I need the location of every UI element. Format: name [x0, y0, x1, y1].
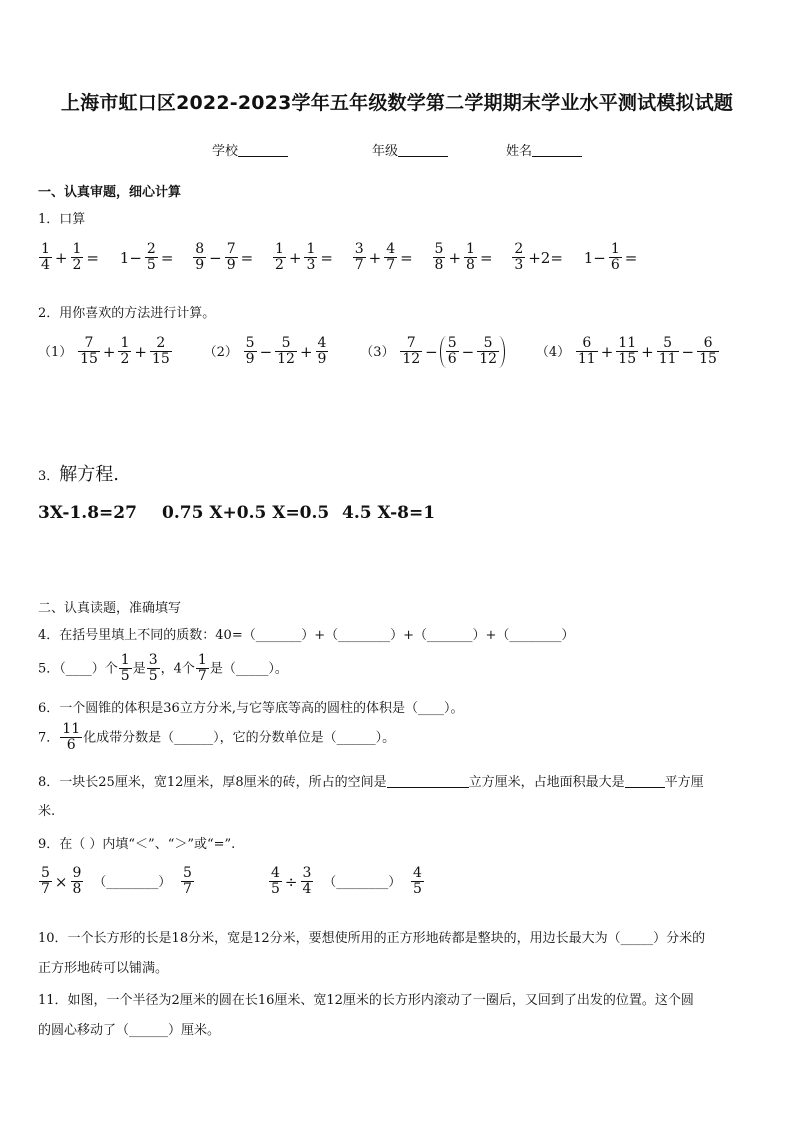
q1-item-6: $\frac{5}{8}$ + $\frac{1}{8}$ = [434, 241, 493, 274]
q4: 4．在括号里填上不同的质数：40=（_______）+（________）+（_______）+（________） [38, 628, 575, 643]
fraction: $\frac{2}{3}$ [514, 241, 524, 274]
fraction: $\frac{3}{7}$ [354, 241, 364, 274]
fraction: $\frac{5}{8}$ [434, 241, 444, 274]
q3-equation-1: 3X-1.8=27 [38, 503, 137, 523]
q3-equation-2: 0.75 X+0.5 X=0.5 [162, 503, 330, 523]
q10: 10．一个长方形的长是18分米，宽是12分米，要想使所用的正方形地砖都是整块的，用边长最大为（_____）分米的 [38, 931, 706, 946]
page-title: 上海市虹口区2022-2023学年五年级数学第二学期期末学业水平测试模拟试题 [60, 92, 734, 114]
fraction: $\frac{1}{2}$ [72, 241, 82, 274]
q2-item-4: （4） $\frac{6}{11}$ + $\frac{11}{15}$ + $\frac{5}{11}$ − $\frac{6}{15}$ [535, 335, 717, 368]
q8: 8．一块长25厘米，宽12厘米，厚8厘米的砖，所占的空间是 立方厘米，占地面积最大是 平方厘 [38, 775, 704, 790]
fraction: $\frac{1}{3}$ [306, 241, 316, 274]
fraction: $\frac{1}{4}$ [41, 241, 50, 274]
q8-blank-2[interactable] [625, 773, 665, 788]
section2-heading: 二、认真读题，准确填写 [38, 601, 182, 616]
q1-item-2: 1− $\frac{2}{5}$ = [119, 241, 174, 274]
q9: 9．在（ ）内填“＜”、“＞”或“=”. [38, 837, 236, 852]
q11: 11．如图，一个半径为2厘米的圆在长16厘米、宽12厘米的长方形内滚动了一圈后，又回到了出发的位置。这个圆 [38, 993, 694, 1008]
fraction: $\frac{2}{5}$ [146, 241, 156, 274]
name-field [506, 140, 582, 159]
q10-continued: 正方形地砖可以铺满。 [38, 961, 169, 976]
q9-compare-1: $\frac{5}{7}$ × $\frac{9}{8}$ （________） $\frac{5}{7}$ [41, 865, 192, 898]
q1-row [38, 242, 639, 274]
q3-title: 解方程. [59, 464, 120, 485]
q8-continued: 米. [38, 804, 56, 819]
q3-equation-3: 4.5 X-8=1 [342, 503, 436, 523]
q9-compare-2: $\frac{4}{5}$ ÷ $\frac{3}{4}$ （________） $\frac{4}{5}$ [271, 865, 422, 898]
name-blank[interactable] [532, 142, 582, 157]
q6: 6．一个圆锥的体积是36立方分米,与它等底等高的圆柱的体积是（____）。 [38, 701, 464, 716]
fraction: $\frac{1}{6}$ [610, 241, 620, 274]
q1-item-1: $\frac{1}{4}$ + $\frac{1}{2}$ = [41, 241, 99, 274]
q2-label: 2．用你喜欢的方法进行计算。 [38, 306, 216, 321]
fraction: $\frac{1}{8}$ [466, 241, 475, 274]
grade-blank[interactable] [398, 142, 448, 157]
q1-item-5: $\frac{3}{7}$ + $\frac{4}{7}$ = [354, 241, 413, 274]
q1-item-3: $\frac{8}{9}$ − $\frac{7}{9}$ = [195, 241, 254, 274]
q2-item-3: （3） $\frac{7}{12}$ − $\frac{5}{6}$ − $\frac{5}{12}$ [360, 342, 510, 360]
q2-row [38, 336, 720, 368]
q11-continued: 的圆心移动了（______）厘米。 [38, 1023, 221, 1038]
q2-item-2: （2） $\frac{5}{9}$ − $\frac{5}{12}$ + $\frac{4}{9}$ [203, 335, 327, 368]
grade-field [372, 140, 448, 159]
q7: 7． $\frac{11}{6}$ 化成带分数是（______），它的分数单位是（______）。 [38, 721, 396, 754]
name-label: 姓名 [506, 144, 533, 159]
q5: 5．（____）个 $\frac{1}{5}$ 是 $\frac{3}{5}$ ，4个 $\frac{1}{7}$ 是（_____）。 [38, 652, 288, 685]
fraction: $\frac{4}{7}$ [386, 241, 396, 274]
school-blank[interactable] [238, 142, 288, 157]
fraction: $\frac{1}{2}$ [274, 241, 284, 274]
q8-blank-1[interactable] [387, 773, 469, 788]
fraction: $\frac{7}{9}$ [226, 241, 236, 274]
q3-heading: 3．解方程. [38, 464, 120, 485]
q1-item-7: $\frac{2}{3}$ +2= [514, 241, 563, 274]
school-field [212, 140, 288, 159]
school-label: 学校 [212, 144, 239, 159]
grade-label: 年级 [372, 144, 399, 159]
q1-label: 1．口算 [38, 212, 86, 227]
q1-item-4: $\frac{1}{2}$ + $\frac{1}{3}$ = [274, 241, 333, 274]
q2-item-1: （1） $\frac{7}{15}$ + $\frac{1}{2}$ + $\frac{2}{15}$ [38, 335, 170, 368]
q1-item-8: 1− $\frac{1}{6}$ = [583, 241, 638, 274]
section1-heading: 一、认真审题，细心计算 [38, 185, 182, 200]
fraction: $\frac{8}{9}$ [195, 241, 205, 274]
